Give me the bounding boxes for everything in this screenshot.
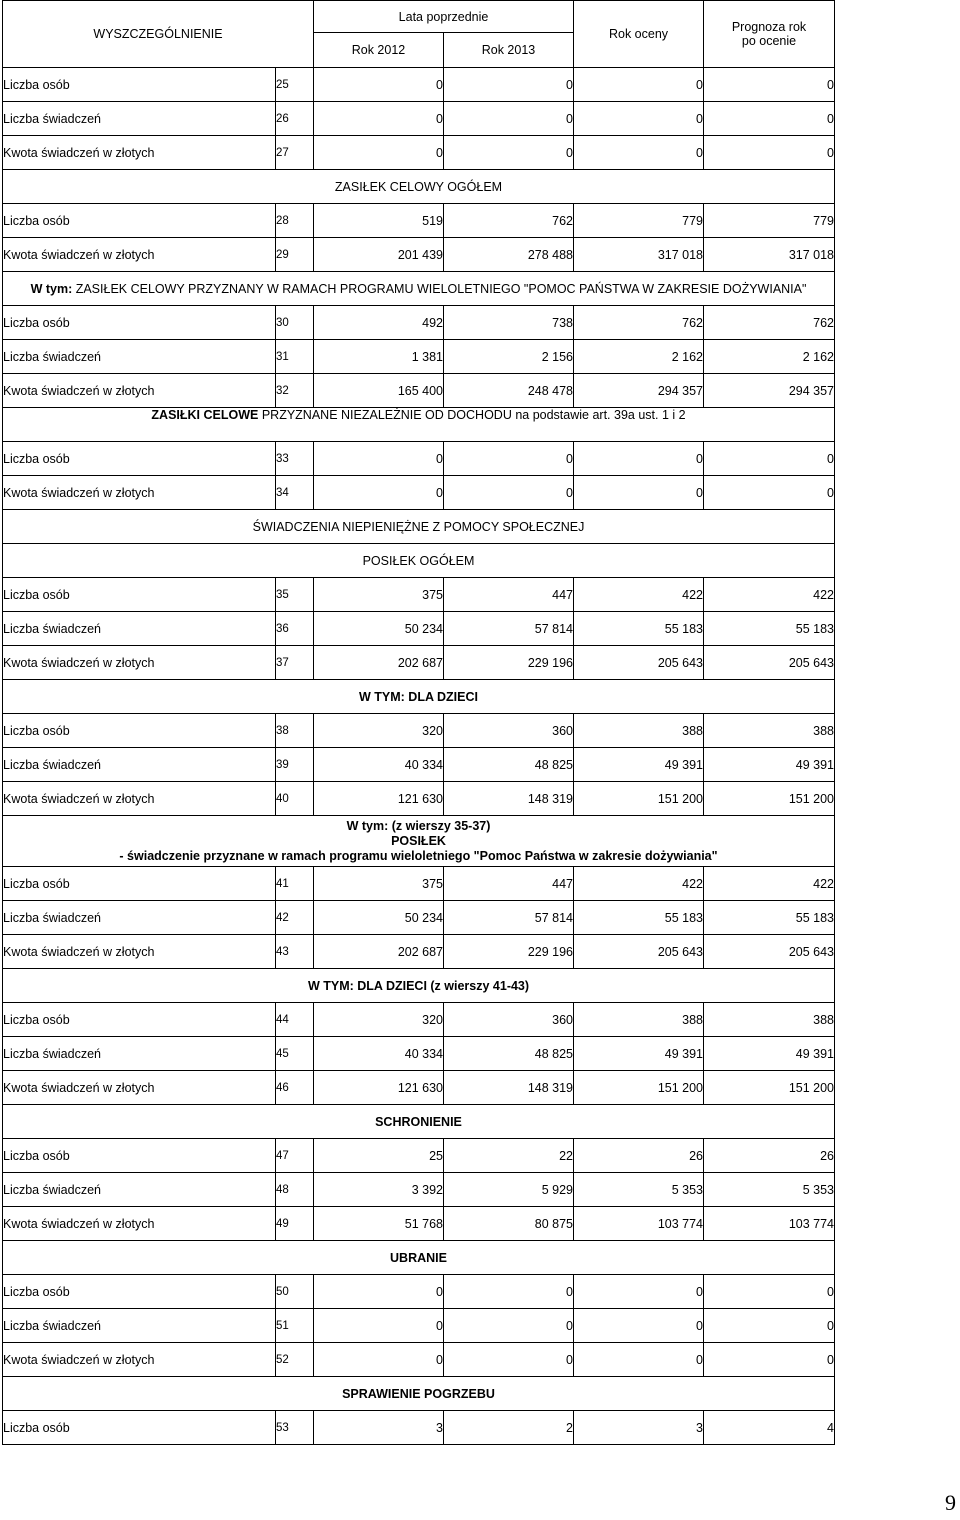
row-label: Liczba osób — [3, 68, 276, 102]
row-label: Liczba świadczeń — [3, 1037, 276, 1071]
row-value: 3 — [314, 1411, 444, 1445]
row-value: 422 — [574, 867, 704, 901]
row-number: 35 — [276, 578, 314, 612]
row-value: 229 196 — [444, 935, 574, 969]
row-number: 26 — [276, 102, 314, 136]
table-row — [3, 374, 835, 408]
row-label: Kwota świadczeń w złotych — [3, 1343, 276, 1377]
row-value: 388 — [704, 1003, 835, 1037]
row-value: 205 643 — [704, 646, 835, 680]
row-value: 0 — [314, 442, 444, 476]
row-value: 0 — [314, 1275, 444, 1309]
row-number: 42 — [276, 901, 314, 935]
row-number: 53 — [276, 1411, 314, 1445]
row-value: 80 875 — [444, 1207, 574, 1241]
row-number: 45 — [276, 1037, 314, 1071]
table-row — [3, 612, 835, 646]
table-row — [3, 1411, 835, 1445]
row-value: 1 381 — [314, 340, 444, 374]
row-value: 0 — [444, 68, 574, 102]
row-number: 40 — [276, 782, 314, 816]
row-value: 55 183 — [574, 612, 704, 646]
row-value: 3 392 — [314, 1173, 444, 1207]
row-label: Kwota świadczeń w złotych — [3, 374, 276, 408]
row-number: 48 — [276, 1173, 314, 1207]
table-row — [3, 1207, 835, 1241]
row-value: 51 768 — [314, 1207, 444, 1241]
row-value: 0 — [444, 1309, 574, 1343]
section-heading-line: W tym: (z wierszy 35-37) — [346, 818, 491, 833]
row-label: Liczba świadczeń — [3, 102, 276, 136]
row-value: 165 400 — [314, 374, 444, 408]
section-heading-row — [3, 1105, 835, 1139]
row-label: Liczba osób — [3, 578, 276, 612]
row-value: 388 — [704, 714, 835, 748]
row-label: Liczba osób — [3, 1139, 276, 1173]
row-value: 320 — [314, 1003, 444, 1037]
row-value: 0 — [704, 1309, 835, 1343]
row-value: 0 — [574, 1343, 704, 1377]
row-value: 121 630 — [314, 1071, 444, 1105]
table-row — [3, 714, 835, 748]
row-value: 375 — [314, 578, 444, 612]
row-value: 103 774 — [574, 1207, 704, 1241]
row-value: 360 — [444, 1003, 574, 1037]
section-heading: POSIŁEK OGÓŁEM — [3, 544, 835, 578]
row-value: 762 — [704, 306, 835, 340]
row-number: 30 — [276, 306, 314, 340]
row-value: 5 353 — [704, 1173, 835, 1207]
row-value: 0 — [314, 1309, 444, 1343]
section-heading-row — [3, 408, 835, 442]
row-value: 55 183 — [704, 612, 835, 646]
row-value: 0 — [314, 68, 444, 102]
table-row — [3, 782, 835, 816]
row-label: Kwota świadczeń w złotych — [3, 238, 276, 272]
row-number: 25 — [276, 68, 314, 102]
row-value: 50 234 — [314, 612, 444, 646]
section-heading-row — [3, 816, 835, 867]
table-row — [3, 646, 835, 680]
table-row — [3, 1275, 835, 1309]
row-value: 762 — [444, 204, 574, 238]
row-value: 148 319 — [444, 782, 574, 816]
table-row — [3, 340, 835, 374]
row-label: Liczba świadczeń — [3, 901, 276, 935]
table-row — [3, 935, 835, 969]
row-number: 31 — [276, 340, 314, 374]
row-number: 34 — [276, 476, 314, 510]
row-value: 320 — [314, 714, 444, 748]
row-value: 205 643 — [574, 646, 704, 680]
table-row — [3, 1173, 835, 1207]
row-value: 0 — [574, 1309, 704, 1343]
row-value: 202 687 — [314, 935, 444, 969]
row-value: 762 — [574, 306, 704, 340]
row-number: 52 — [276, 1343, 314, 1377]
table-row — [3, 102, 835, 136]
row-value: 0 — [444, 1343, 574, 1377]
section-heading — [3, 408, 835, 442]
section-heading-row — [3, 170, 835, 204]
row-label: Kwota świadczeń w złotych — [3, 935, 276, 969]
row-value: 151 200 — [574, 782, 704, 816]
table-row — [3, 867, 835, 901]
row-value: 492 — [314, 306, 444, 340]
table-row — [3, 748, 835, 782]
row-value: 202 687 — [314, 646, 444, 680]
table-body — [3, 68, 835, 1445]
section-heading-line: POSIŁEK — [391, 833, 446, 848]
row-value: 148 319 — [444, 1071, 574, 1105]
section-heading: W TYM: DLA DZIECI — [3, 680, 835, 714]
row-value: 26 — [574, 1139, 704, 1173]
row-value: 48 825 — [444, 748, 574, 782]
section-heading-text: PRZYZNANE NIEZALEŻNIE OD DOCHODU na podstawie art. 39a ust. 1 i 2 — [258, 408, 686, 422]
row-value: 5 929 — [444, 1173, 574, 1207]
row-label: Liczba świadczeń — [3, 1173, 276, 1207]
row-number: 37 — [276, 646, 314, 680]
row-value: 40 334 — [314, 748, 444, 782]
section-heading-line: - świadczenie przyznane w ramach programu wieloletniego "Pomoc Państwa w zakresie dożywiania" — [119, 848, 718, 863]
row-value: 57 814 — [444, 901, 574, 935]
row-value: 447 — [444, 578, 574, 612]
row-value: 0 — [444, 136, 574, 170]
row-value: 0 — [444, 1275, 574, 1309]
row-value: 49 391 — [704, 748, 835, 782]
section-heading: ŚWIADCZENIA NIEPIENIĘŻNE Z POMOCY SPOŁECZNEJ — [3, 510, 835, 544]
section-heading: SPRAWIENIE POGRZEBU — [3, 1377, 835, 1411]
header-prognoza-line1: Prognoza rok — [731, 20, 807, 34]
row-label: Kwota świadczeń w złotych — [3, 646, 276, 680]
row-value: 151 200 — [704, 782, 835, 816]
row-value: 278 488 — [444, 238, 574, 272]
row-label: Liczba osób — [3, 1411, 276, 1445]
row-value: 22 — [444, 1139, 574, 1173]
section-heading-text: ZASIŁEK CELOWY PRZYZNANY W RAMACH PROGRAMU WIELOLETNIEGO "POMOC PAŃSTWA W ZAKRESIE DOŻYWIANIA" — [72, 281, 807, 296]
row-number: 47 — [276, 1139, 314, 1173]
row-value: 738 — [444, 306, 574, 340]
row-value: 0 — [704, 442, 835, 476]
row-label: Liczba osób — [3, 714, 276, 748]
row-number: 29 — [276, 238, 314, 272]
row-value: 121 630 — [314, 782, 444, 816]
row-value: 103 774 — [704, 1207, 835, 1241]
row-value: 5 353 — [574, 1173, 704, 1207]
row-number: 38 — [276, 714, 314, 748]
table-row — [3, 1343, 835, 1377]
row-value: 2 162 — [704, 340, 835, 374]
row-value: 317 018 — [704, 238, 835, 272]
row-value: 40 334 — [314, 1037, 444, 1071]
row-value: 2 162 — [574, 340, 704, 374]
row-label: Liczba osób — [3, 1275, 276, 1309]
row-value: 0 — [574, 68, 704, 102]
row-value: 2 — [444, 1411, 574, 1445]
section-heading: W TYM: DLA DZIECI (z wierszy 41-43) — [3, 969, 835, 1003]
row-value: 779 — [574, 204, 704, 238]
row-number: 27 — [276, 136, 314, 170]
section-heading: UBRANIE — [3, 1241, 835, 1275]
section-heading-row — [3, 1241, 835, 1275]
row-label: Liczba osób — [3, 867, 276, 901]
row-value: 0 — [704, 1275, 835, 1309]
row-label: Liczba świadczeń — [3, 1309, 276, 1343]
row-value: 205 643 — [704, 935, 835, 969]
section-heading-row — [3, 969, 835, 1003]
row-value: 0 — [574, 102, 704, 136]
row-value: 0 — [704, 476, 835, 510]
row-value: 388 — [574, 714, 704, 748]
header-prognoza-line2: po ocenie — [741, 34, 797, 48]
table-row — [3, 442, 835, 476]
row-value: 375 — [314, 867, 444, 901]
row-value: 3 — [574, 1411, 704, 1445]
row-value: 229 196 — [444, 646, 574, 680]
table-row — [3, 238, 835, 272]
row-value: 0 — [704, 136, 835, 170]
section-heading-row — [3, 544, 835, 578]
row-value: 294 357 — [704, 374, 835, 408]
row-value: 0 — [314, 1343, 444, 1377]
row-label: Kwota świadczeń w złotych — [3, 1071, 276, 1105]
row-value: 0 — [314, 102, 444, 136]
row-label: Kwota świadczeń w złotych — [3, 1207, 276, 1241]
table-row — [3, 306, 835, 340]
row-value: 205 643 — [574, 935, 704, 969]
row-number: 50 — [276, 1275, 314, 1309]
row-label: Kwota świadczeń w złotych — [3, 782, 276, 816]
row-label: Liczba osób — [3, 204, 276, 238]
row-label: Kwota świadczeń w złotych — [3, 136, 276, 170]
row-value: 422 — [704, 867, 835, 901]
row-number: 28 — [276, 204, 314, 238]
row-value: 151 200 — [574, 1071, 704, 1105]
row-value: 55 183 — [704, 901, 835, 935]
row-value: 447 — [444, 867, 574, 901]
table-row — [3, 136, 835, 170]
row-value: 422 — [704, 578, 835, 612]
row-value: 388 — [574, 1003, 704, 1037]
section-heading-row — [3, 680, 835, 714]
row-number: 36 — [276, 612, 314, 646]
row-label: Liczba świadczeń — [3, 748, 276, 782]
page-number: 9 — [945, 1490, 956, 1515]
row-value: 0 — [444, 442, 574, 476]
row-value: 48 825 — [444, 1037, 574, 1071]
table-row — [3, 68, 835, 102]
row-number: 32 — [276, 374, 314, 408]
row-value: 0 — [704, 1343, 835, 1377]
row-value: 0 — [574, 476, 704, 510]
row-number: 49 — [276, 1207, 314, 1241]
header-prognoza — [704, 1, 835, 68]
row-value: 0 — [574, 136, 704, 170]
section-heading: ZASIŁEK CELOWY OGÓŁEM — [3, 170, 835, 204]
report-table — [2, 0, 835, 1445]
row-label: Liczba osób — [3, 1003, 276, 1037]
row-value: 0 — [314, 476, 444, 510]
table-row — [3, 1309, 835, 1343]
row-value: 317 018 — [574, 238, 704, 272]
table-header — [3, 1, 835, 68]
row-number: 51 — [276, 1309, 314, 1343]
row-value: 49 391 — [574, 1037, 704, 1071]
row-label: Liczba osób — [3, 306, 276, 340]
row-number: 33 — [276, 442, 314, 476]
row-value: 55 183 — [574, 901, 704, 935]
row-number: 44 — [276, 1003, 314, 1037]
row-value: 0 — [314, 136, 444, 170]
row-value: 2 156 — [444, 340, 574, 374]
section-heading-row — [3, 1377, 835, 1411]
row-value: 422 — [574, 578, 704, 612]
section-heading — [3, 816, 835, 867]
table-row — [3, 1071, 835, 1105]
row-label: Kwota świadczeń w złotych — [3, 476, 276, 510]
section-heading-bold: W tym: — [30, 281, 73, 296]
row-value: 248 478 — [444, 374, 574, 408]
row-number: 43 — [276, 935, 314, 969]
row-value: 779 — [704, 204, 835, 238]
section-heading — [3, 272, 835, 306]
section-heading: SCHRONIENIE — [3, 1105, 835, 1139]
header-lata-poprzednie: Lata poprzednie — [314, 1, 574, 33]
table-row — [3, 1037, 835, 1071]
table-row — [3, 476, 835, 510]
row-value: 360 — [444, 714, 574, 748]
row-value: 50 234 — [314, 901, 444, 935]
row-label: Liczba świadczeń — [3, 612, 276, 646]
row-value: 49 391 — [704, 1037, 835, 1071]
row-value: 0 — [574, 442, 704, 476]
row-number: 41 — [276, 867, 314, 901]
section-heading-row — [3, 510, 835, 544]
row-value: 294 357 — [574, 374, 704, 408]
row-value: 0 — [574, 1275, 704, 1309]
table-row — [3, 578, 835, 612]
row-value: 0 — [704, 102, 835, 136]
header-rok-2012: Rok 2012 — [314, 33, 444, 68]
row-value: 0 — [704, 68, 835, 102]
row-value: 0 — [444, 476, 574, 510]
row-number: 39 — [276, 748, 314, 782]
section-heading-row — [3, 272, 835, 306]
header-wyszczegolnienie: WYSZCZEGÓLNIENIE — [3, 1, 314, 68]
row-value: 26 — [704, 1139, 835, 1173]
table-row — [3, 1139, 835, 1173]
table-row — [3, 204, 835, 238]
row-value: 57 814 — [444, 612, 574, 646]
section-heading-bold: ZASIŁKI CELOWE — [151, 408, 259, 422]
row-value: 151 200 — [704, 1071, 835, 1105]
row-value: 4 — [704, 1411, 835, 1445]
row-label: Liczba świadczeń — [3, 340, 276, 374]
row-value: 201 439 — [314, 238, 444, 272]
table-row — [3, 1003, 835, 1037]
table-row — [3, 901, 835, 935]
header-rok-oceny: Rok oceny — [574, 1, 704, 68]
header-rok-2013: Rok 2013 — [444, 33, 574, 68]
row-number: 46 — [276, 1071, 314, 1105]
row-value: 519 — [314, 204, 444, 238]
row-value: 0 — [444, 102, 574, 136]
row-value: 25 — [314, 1139, 444, 1173]
row-label: Liczba osób — [3, 442, 276, 476]
row-value: 49 391 — [574, 748, 704, 782]
